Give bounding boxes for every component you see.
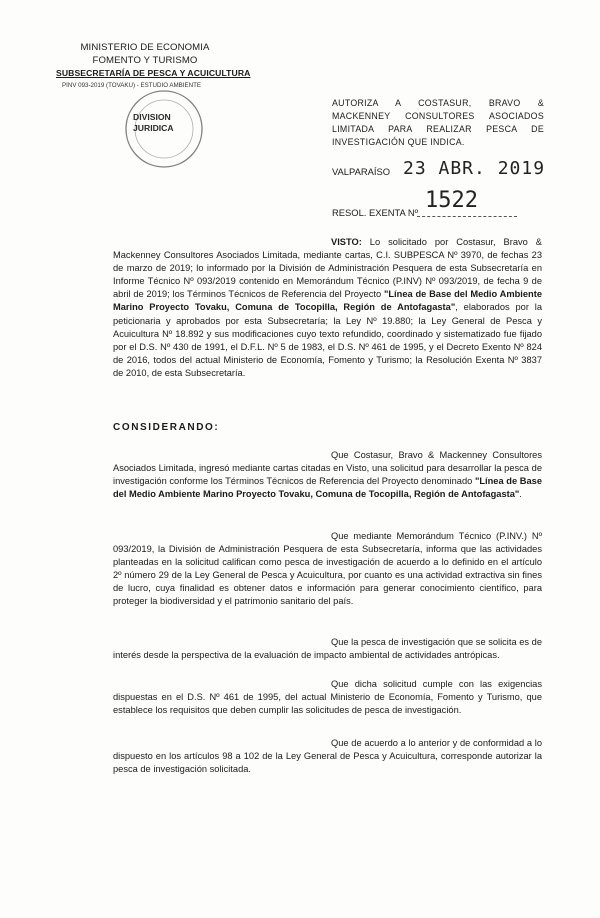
place-label: VALPARAÍSO bbox=[332, 166, 391, 177]
stamp-line-2: JURIDICA bbox=[133, 123, 174, 133]
p2-text: Que mediante Memorándum Técnico (P.INV.) Nº 093/2019, la División de Administración Pesquera de esta Subsecretaría, informa que las actividades planteadas en la solicitud califican como pesca de investigación de acuerdo a lo definido en el artículo 2º número 29 de la Ley General de Pesca y Acuicultura, por cuanto es una actividad extractiva sin fines de lucro, cuya finalidad es obtener datos e información para generar conocimiento científico, para proteger la biodiversidad y el patrimonio sanitario del país. bbox=[113, 531, 542, 607]
p3-text: Que la pesca de investigación que se solicita es de interés desde la perspectiva de la evaluación de impacto ambiental de actividades antrópicas. bbox=[113, 637, 542, 661]
visto-project-name: "Línea de Base del Medio Ambiente Marino Proyecto Tovaku, Comuna de Tocopilla, Región de Antofagasta" bbox=[113, 289, 542, 313]
resolution-date: 23 ABR. 2019 bbox=[403, 158, 546, 179]
stamp-label bbox=[133, 112, 195, 134]
visto-label: VISTO: bbox=[331, 237, 362, 247]
considerando-paragraph-3 bbox=[113, 636, 542, 662]
considerando-heading: CONSIDERANDO: bbox=[113, 422, 220, 433]
resolution-number: 1522 bbox=[425, 188, 478, 213]
visto-text-a: Lo solicitado por Costasur, Bravo & Mackenney Consultores Asociados Limitada, mediante cartas, C.I. SUBPESCA Nº 3970, de fechas 23 de marzo de 2019; lo informado por la División de Administración Pesquera de esta Subsecretaría en Informe Técnico Nº 093/2019 contenido en Memorándum Técnico (P.INV) Nº 093/2019, de fecha 9 de abril de 2019; los Términos Técnicos de Referencia del Proyecto bbox=[113, 237, 542, 300]
ministry-header bbox=[56, 41, 251, 80]
subsecretaria-line: SUBSECRETARÍA DE PESCA Y ACUICULTURA bbox=[56, 68, 251, 78]
visto-paragraph bbox=[113, 236, 542, 380]
considerando-paragraph-2 bbox=[113, 530, 542, 609]
resolution-label: RESOL. EXENTA Nº bbox=[332, 207, 419, 218]
p1-text-b: . bbox=[519, 489, 522, 500]
p1-project-name: "Línea de Base del Medio Ambiente Marino Proyecto Tovaku, Comuna de Tocopilla, Región de Antofagasta" bbox=[113, 476, 542, 500]
stamp-line-1: DIVISION bbox=[133, 112, 171, 122]
considerando-paragraph-5 bbox=[113, 737, 542, 776]
p5-text: Que de acuerdo a lo anterior y de conformidad a lo dispuesto en los artículos 98 a 102 de la Ley General de Pesca y Acuicultura, corresponde autorizar la pesca de investigación solicitada. bbox=[113, 738, 542, 775]
ministry-line-1: MINISTERIO DE ECONOMIA bbox=[80, 42, 210, 53]
p1-text-a: Que Costasur, Bravo & Mackenney Consultores Asociados Limitada, ingresó mediante cartas citadas en Visto, una solicitud para desarrollar la pesca de investigación conforme los Términos Técnicos de Referencia del Proyecto denominado bbox=[113, 450, 542, 487]
resolution-number-line bbox=[417, 216, 517, 217]
p4-text: Que dicha solicitud cumple con las exigencias dispuestas en el D.S. Nº 461 de 1995, del actual Ministerio de Economía, Fomento y Turismo, que establece los requisitos que deben cumplir las solicitudes de pesca de investigación. bbox=[113, 679, 542, 716]
file-reference: PINV 093-2019 (TOVAKU) - ESTUDIO AMBIENTE bbox=[62, 82, 202, 89]
considerando-paragraph-4 bbox=[113, 678, 542, 717]
considerando-paragraph-1 bbox=[113, 449, 542, 501]
resolution-title: AUTORIZA A COSTASUR, BRAVO & MACKENNEY CONSULTORES ASOCIADOS LIMITADA PARA REALIZAR PESCA DE INVESTIGACIÓN QUE INDICA. bbox=[332, 98, 544, 147]
ministry-line-2: FOMENTO Y TURISMO bbox=[92, 55, 198, 66]
visto-text-b: , elaborados por la peticionaria y aprobados por esta Subsecretaría; la Ley Nº 19.880; la Ley General de Pesca y Acuicultura Nº 18.892 y sus modificaciones cuyo texto refundido, coordinado y sistematizado fue fijado por el D.S. Nº 430 de 1991, el D.F.L. Nº 5 de 1983, el D.S. Nº 461 de 1995, y el Decreto Exento Nº 824 de 2016, todos del actual Ministerio de Economía, Fomento y Turismo; la Resolución Exenta Nº 3837 de 2010, de esta Subsecretaría. bbox=[113, 302, 542, 378]
